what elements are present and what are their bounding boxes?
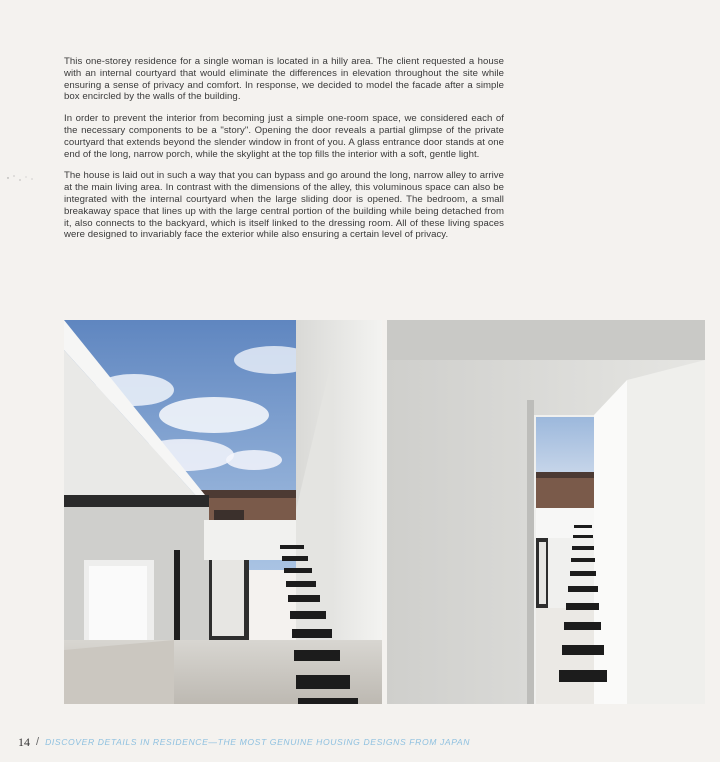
- running-title: DISCOVER DETAILS IN RESIDENCE—THE MOST GENUINE HOUSING DESIGNS FROM JAPAN: [45, 737, 471, 747]
- body-text: [64, 56, 504, 251]
- paragraph-1: This one-storey residence for a single woman is located in a hilly area. The client requested a house with an internal courtyard that would eliminate the differences in elevation throughout the site while ensuring a sense of privacy and comfort. In response, we decided to model the facade after a simple box encircled by the walls of the building.: [64, 56, 504, 103]
- paragraph-2: In order to prevent the interior from becoming just a simple one-room space, we considered each of the necessary components to be a "story". Opening the door reveals a partial glimpse of the private courtyard that extends beyond the slender window in front of you. A glass entrance door stands at one end of the long, narrow porch, while the skylight at the top fills the interior with a soft, gentle light.: [64, 113, 504, 160]
- alley-photo: [387, 320, 705, 704]
- scan-specks: [2, 170, 42, 195]
- courtyard-photo: [64, 320, 382, 704]
- page-number: 14: [18, 734, 30, 749]
- page-footer: [18, 735, 470, 749]
- paragraph-3: The house is laid out in such a way that you can bypass and go around the long, narrow alley to arrive at the main living area. In contrast with the dimensions of the alley, this voluminous space can also be integrated with the internal courtyard when the large sliding door is opened. The bedroom, a small breakaway space that lines up with the large central portion of the building while being detached from it, also connects to the backyard, which is itself linked to the dressing room. All of these living spaces were designed to invariably face the exterior while also ensuring a certain level of privacy.: [64, 170, 504, 241]
- footer-separator: /: [36, 736, 40, 748]
